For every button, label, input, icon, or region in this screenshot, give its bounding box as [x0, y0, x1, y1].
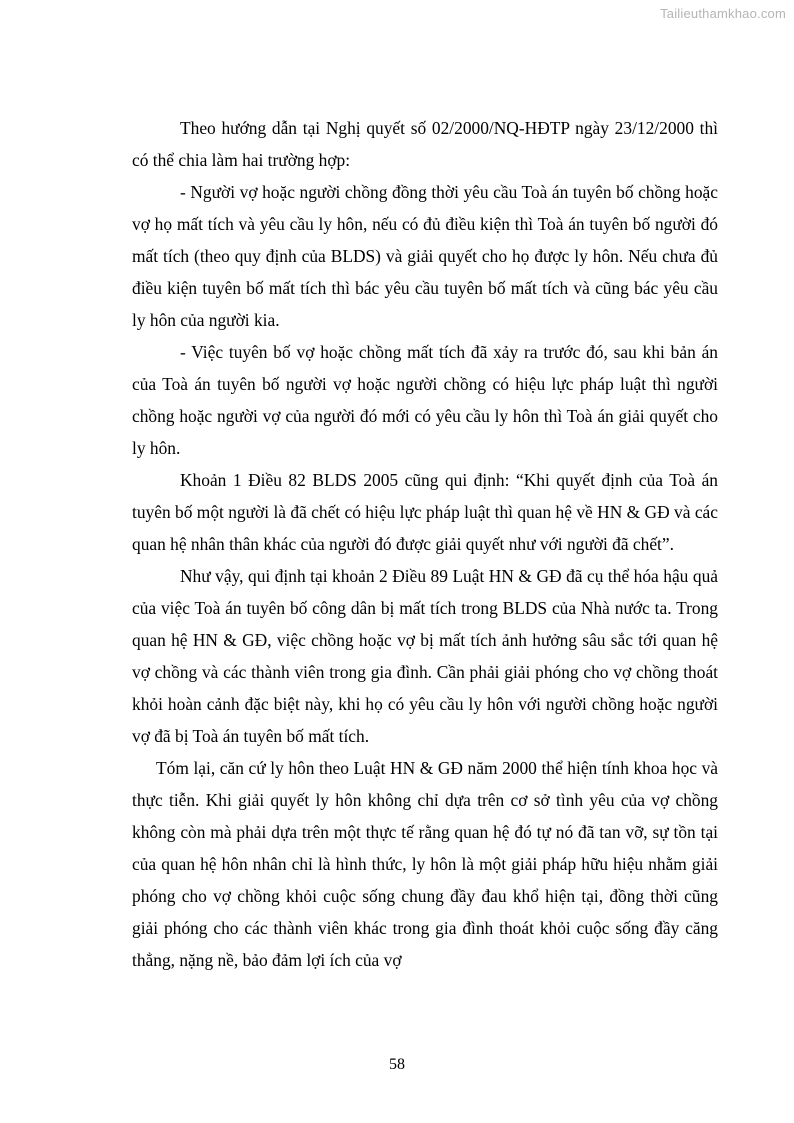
- paragraph-case-one: - Người vợ hoặc người chồng đồng thời yêu cầu Toà án tuyên bố chồng hoặc vợ họ mất tích và yêu cầu ly hôn, nếu có đủ điều kiện thì Toà án tuyên bố người đó mất tích (theo quy định của BLDS) và giải quyết cho họ được ly hôn. Nếu chưa đủ điều kiện tuyên bố mất tích thì bác yêu cầu tuyên bố mất tích và cũng bác yêu cầu ly hôn của người kia.: [132, 182, 718, 330]
- document-body: [132, 112, 718, 976]
- paragraph-case-two: - Việc tuyên bố vợ hoặc chồng mất tích đã xảy ra trước đó, sau khi bản án của Toà án tuyên bố người vợ hoặc người chồng có hiệu lực pháp luật thì người chồng hoặc người vợ của người đó mới có yêu cầu ly hôn thì Toà án giải quyết cho ly hôn.: [132, 342, 718, 458]
- paragraph-resolution-guidance: Theo hướng dẫn tại Nghị quyết số 02/2000/NQ-HĐTP ngày 23/12/2000 thì có thể chia làm hai trường hợp:: [132, 118, 718, 170]
- paragraph-summary: Tóm lại, căn cứ ly hôn theo Luật HN & GĐ năm 2000 thể hiện tính khoa học và thực tiễn. Khi giải quyết ly hôn không chỉ dựa trên cơ sở tình yêu của vợ chồng không còn mà phải dựa trên một thực tế rằng quan hệ đó tự nó đã tan vỡ, sự tồn tại của quan hệ hôn nhân chỉ là hình thức, ly hôn là một giải pháp hữu hiệu nhằm giải phóng cho vợ chồng khỏi cuộc sống chung đầy đau khổ hiện tại, đồng thời cũng giải phóng cho các thành viên khác trong gia đình thoát khỏi cuộc sống đầy căng thẳng, nặng nề, bảo đảm lợi ích của vợ: [132, 758, 718, 970]
- watermark-text: Tailieuthamkhao.com: [660, 6, 786, 21]
- paragraph-article-82: Khoản 1 Điều 82 BLDS 2005 cũng qui định: “Khi quyết định của Toà án tuyên bố một người là đã chết có hiệu lực pháp luật thì quan hệ về HN & GĐ và các quan hệ nhân thân khác của người đó được giải quyết như với người đã chết”.: [132, 470, 718, 554]
- paragraph-article-89: Như vậy, qui định tại khoản 2 Điều 89 Luật HN & GĐ đã cụ thể hóa hậu quả của việc Toà án tuyên bố công dân bị mất tích trong BLDS của Nhà nước ta. Trong quan hệ HN & GĐ, việc chồng hoặc vợ bị mất tích ảnh hưởng sâu sắc tới quan hệ vợ chồng và các thành viên trong gia đình. Cần phải giải phóng cho vợ chồng thoát khỏi hoàn cảnh đặc biệt này, khi họ có yêu cầu ly hôn với người chồng hoặc người vợ đã bị Toà án tuyên bố mất tích.: [132, 566, 718, 746]
- page-number: 58: [389, 1056, 405, 1073]
